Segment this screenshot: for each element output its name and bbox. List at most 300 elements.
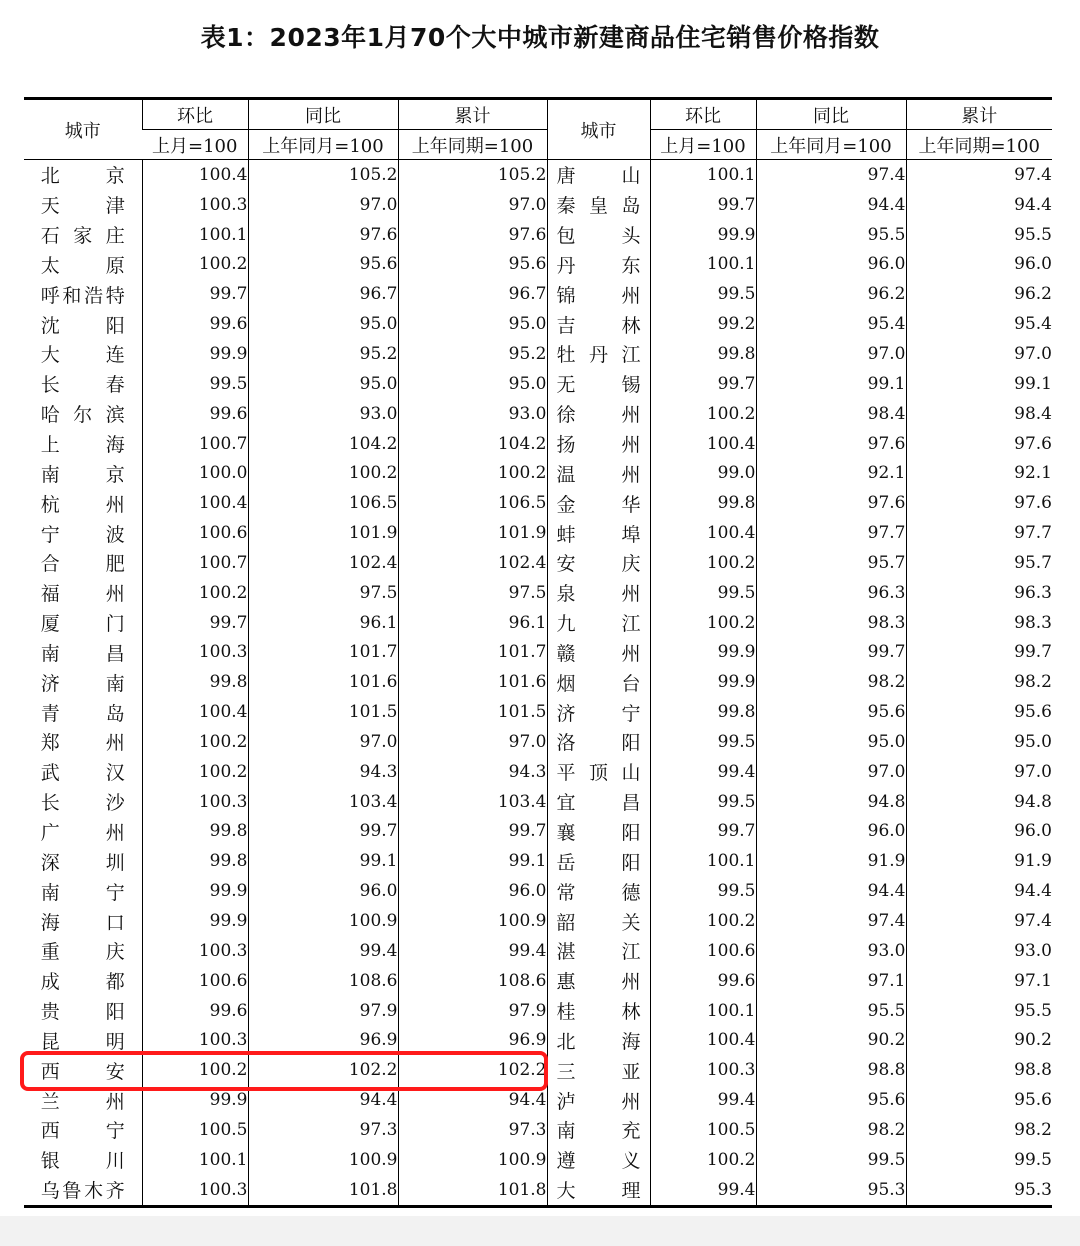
mom-value-cell: 100.2 [142, 1055, 248, 1085]
yoy-value-cell: 100.9 [248, 1145, 398, 1175]
yoy-value-cell: 94.3 [248, 757, 398, 787]
city-name-cell [24, 458, 142, 488]
table-row [24, 787, 1052, 817]
mom-value-cell: 99.5 [650, 876, 756, 906]
yoy-header-right: 同比 [756, 99, 906, 130]
mom-value-cell: 99.5 [650, 727, 756, 757]
mom-value-cell: 100.4 [650, 429, 756, 459]
city-name: 扬州 [556, 434, 641, 457]
cum-value-cell: 101.9 [398, 518, 547, 548]
city-name-cell [24, 936, 142, 966]
yoy-value-cell: 97.6 [248, 220, 398, 250]
city-name-cell [547, 1115, 650, 1145]
table-row [24, 279, 1052, 309]
city-name-cell [24, 638, 142, 668]
mom-value-cell: 100.7 [142, 429, 248, 459]
mom-value-cell: 100.2 [142, 250, 248, 280]
city-name-cell [547, 846, 650, 876]
table-row [24, 697, 1052, 727]
yoy-value-cell: 95.7 [756, 548, 906, 578]
mom-value-cell: 100.2 [142, 757, 248, 787]
city-name: 湛江 [556, 941, 641, 964]
mom-value-cell: 99.9 [142, 876, 248, 906]
mom-value-cell: 100.3 [142, 787, 248, 817]
yoy-value-cell: 99.4 [248, 936, 398, 966]
cum-value-cell: 95.0 [906, 727, 1052, 757]
cum-value-cell: 95.6 [906, 697, 1052, 727]
yoy-value-cell: 96.0 [756, 250, 906, 280]
yoy-value-cell: 95.3 [756, 1175, 906, 1206]
cum-value-cell: 98.8 [906, 1055, 1052, 1085]
mom-value-cell: 100.2 [650, 906, 756, 936]
city-name: 济宁 [556, 702, 641, 725]
city-name: 牡丹江 [556, 344, 641, 367]
table-row [24, 339, 1052, 369]
city-name: 北海 [556, 1030, 641, 1053]
city-name: 沈阳 [40, 314, 125, 337]
table-row [24, 548, 1052, 578]
mom-value-cell: 100.1 [142, 220, 248, 250]
city-name: 宜昌 [556, 792, 641, 815]
yoy-value-cell: 97.0 [248, 727, 398, 757]
mom-value-cell: 99.7 [142, 608, 248, 638]
cum-value-cell: 101.8 [398, 1175, 547, 1206]
yoy-value-cell: 97.0 [756, 757, 906, 787]
mom-value-cell: 99.8 [142, 846, 248, 876]
city-name: 岳阳 [556, 851, 641, 874]
table-row [24, 757, 1052, 787]
table-row [24, 1085, 1052, 1115]
mom-value-cell: 100.3 [142, 1175, 248, 1206]
yoy-value-cell: 95.0 [248, 369, 398, 399]
mom-value-cell: 99.6 [142, 996, 248, 1026]
cum-value-cell: 104.2 [398, 429, 547, 459]
table-row [24, 906, 1052, 936]
yoy-value-cell: 96.3 [756, 578, 906, 608]
table-row [24, 966, 1052, 996]
yoy-value-cell: 95.0 [756, 727, 906, 757]
cum-value-cell: 94.4 [906, 190, 1052, 220]
mom-value-cell: 100.3 [142, 1025, 248, 1055]
table-body [24, 160, 1052, 1207]
cum-value-cell: 92.1 [906, 458, 1052, 488]
city-name: 乌鲁木齐 [40, 1180, 125, 1203]
city-name: 西安 [40, 1060, 125, 1083]
mom-header-right: 环比 [650, 99, 756, 130]
yoy-base-left: 上年同月=100 [248, 130, 398, 160]
city-name: 南昌 [40, 642, 125, 665]
cum-value-cell: 96.2 [906, 279, 1052, 309]
yoy-value-cell: 96.2 [756, 279, 906, 309]
cum-value-cell: 95.5 [906, 996, 1052, 1026]
mom-value-cell: 100.6 [650, 936, 756, 966]
city-name: 深圳 [40, 851, 125, 874]
city-name: 合肥 [40, 553, 125, 576]
city-name-cell [547, 220, 650, 250]
yoy-value-cell: 99.1 [248, 846, 398, 876]
city-name: 赣州 [556, 642, 641, 665]
mom-value-cell: 99.4 [650, 757, 756, 787]
city-name-cell [24, 250, 142, 280]
yoy-header-left: 同比 [248, 99, 398, 130]
mom-value-cell: 99.2 [650, 309, 756, 339]
table-row [24, 458, 1052, 488]
mom-value-cell: 100.1 [650, 250, 756, 280]
city-name: 惠州 [556, 971, 641, 994]
city-name: 太原 [40, 254, 125, 277]
city-name: 洛阳 [556, 732, 641, 755]
cum-value-cell: 106.5 [398, 488, 547, 518]
cum-value-cell: 96.0 [906, 817, 1052, 847]
yoy-value-cell: 97.4 [756, 906, 906, 936]
city-name: 天津 [40, 195, 125, 218]
city-name: 长春 [40, 374, 125, 397]
yoy-value-cell: 97.0 [756, 339, 906, 369]
city-name: 广州 [40, 821, 125, 844]
page-bottom-edge [0, 1216, 1080, 1246]
table-row [24, 220, 1052, 250]
yoy-value-cell: 101.6 [248, 667, 398, 697]
cum-header-left: 累计 [398, 99, 547, 130]
city-name-cell [547, 399, 650, 429]
cum-value-cell: 97.6 [906, 429, 1052, 459]
mom-value-cell: 99.9 [650, 220, 756, 250]
mom-base-left: 上月=100 [142, 130, 248, 160]
table-row [24, 936, 1052, 966]
yoy-value-cell: 92.1 [756, 458, 906, 488]
table-row [24, 429, 1052, 459]
yoy-value-cell: 90.2 [756, 1025, 906, 1055]
mom-value-cell: 100.1 [650, 846, 756, 876]
city-name: 贵阳 [40, 1001, 125, 1024]
city-name: 桂林 [556, 1001, 641, 1024]
yoy-value-cell: 95.6 [756, 697, 906, 727]
mom-value-cell: 99.7 [650, 190, 756, 220]
cum-value-cell: 101.7 [398, 638, 547, 668]
yoy-value-cell: 100.9 [248, 906, 398, 936]
cum-value-cell: 95.6 [906, 1085, 1052, 1115]
city-name-cell [547, 1085, 650, 1115]
table-row [24, 1145, 1052, 1175]
mom-value-cell: 100.3 [142, 190, 248, 220]
cum-header-right: 累计 [906, 99, 1052, 130]
cum-base-left: 上年同期=100 [398, 130, 547, 160]
city-name: 青岛 [40, 702, 125, 725]
mom-value-cell: 100.5 [650, 1115, 756, 1145]
table-row [24, 160, 1052, 190]
cum-value-cell: 100.2 [398, 458, 547, 488]
table-row [24, 488, 1052, 518]
table-row [24, 638, 1052, 668]
city-name: 南充 [556, 1120, 641, 1143]
cum-value-cell: 97.0 [398, 190, 547, 220]
city-name: 唐山 [556, 165, 641, 188]
city-name-cell [24, 160, 142, 190]
city-name-cell [547, 966, 650, 996]
city-name-cell [24, 279, 142, 309]
mom-value-cell: 100.4 [650, 518, 756, 548]
cum-value-cell: 100.9 [398, 1145, 547, 1175]
table-row [24, 1025, 1052, 1055]
cum-value-cell: 97.6 [906, 488, 1052, 518]
city-name-cell [24, 1085, 142, 1115]
yoy-value-cell: 95.5 [756, 996, 906, 1026]
cum-value-cell: 95.3 [906, 1175, 1052, 1206]
yoy-value-cell: 96.0 [248, 876, 398, 906]
cum-value-cell: 108.6 [398, 966, 547, 996]
cum-base-right: 上年同期=100 [906, 130, 1052, 160]
city-name: 杭州 [40, 493, 125, 516]
mom-value-cell: 100.2 [650, 399, 756, 429]
city-header-left: 城市 [24, 99, 142, 160]
yoy-value-cell: 106.5 [248, 488, 398, 518]
mom-value-cell: 99.5 [650, 578, 756, 608]
cum-value-cell: 94.4 [398, 1085, 547, 1115]
city-name: 吉林 [556, 314, 641, 337]
city-name-cell [24, 1025, 142, 1055]
cum-value-cell: 102.4 [398, 548, 547, 578]
cum-value-cell: 95.6 [398, 250, 547, 280]
yoy-value-cell: 95.4 [756, 309, 906, 339]
city-name-cell [24, 966, 142, 996]
cum-value-cell: 97.6 [398, 220, 547, 250]
city-name: 常德 [556, 881, 641, 904]
city-name: 重庆 [40, 941, 125, 964]
cum-value-cell: 97.5 [398, 578, 547, 608]
yoy-value-cell: 100.2 [248, 458, 398, 488]
mom-value-cell: 100.3 [142, 638, 248, 668]
city-name-cell [547, 608, 650, 638]
city-name: 厦门 [40, 613, 125, 636]
city-name-cell [547, 757, 650, 787]
city-name-cell [547, 876, 650, 906]
city-name-cell [24, 906, 142, 936]
city-name-cell [24, 996, 142, 1026]
mom-value-cell: 99.9 [142, 339, 248, 369]
yoy-value-cell: 98.2 [756, 667, 906, 697]
mom-value-cell: 99.6 [650, 966, 756, 996]
city-name-cell [547, 339, 650, 369]
cum-value-cell: 99.5 [906, 1145, 1052, 1175]
city-name-cell [547, 548, 650, 578]
mom-value-cell: 100.0 [142, 458, 248, 488]
city-name-cell [24, 220, 142, 250]
cum-value-cell: 96.1 [398, 608, 547, 638]
yoy-value-cell: 97.4 [756, 160, 906, 190]
city-name: 徐州 [556, 404, 641, 427]
city-name-cell [24, 309, 142, 339]
city-name: 九江 [556, 613, 641, 636]
yoy-value-cell: 105.2 [248, 160, 398, 190]
table-row [24, 1115, 1052, 1145]
city-name-cell [24, 548, 142, 578]
city-name: 丹东 [556, 254, 641, 277]
mom-value-cell: 100.6 [142, 966, 248, 996]
city-name-cell [547, 190, 650, 220]
city-name: 呼和浩特 [40, 284, 125, 307]
cum-value-cell: 97.4 [906, 160, 1052, 190]
city-name: 北京 [40, 165, 125, 188]
city-name-cell [24, 399, 142, 429]
cum-value-cell: 95.0 [398, 369, 547, 399]
yoy-value-cell: 94.4 [756, 190, 906, 220]
mom-value-cell: 99.8 [650, 488, 756, 518]
yoy-value-cell: 104.2 [248, 429, 398, 459]
city-name: 成都 [40, 971, 125, 994]
cum-value-cell: 101.5 [398, 697, 547, 727]
city-name: 大连 [40, 344, 125, 367]
cum-value-cell: 93.0 [906, 936, 1052, 966]
city-name-cell [547, 1055, 650, 1085]
mom-value-cell: 99.9 [142, 1085, 248, 1115]
city-name-cell [547, 697, 650, 727]
city-name-cell [547, 906, 650, 936]
cum-value-cell: 97.7 [906, 518, 1052, 548]
cum-value-cell: 100.9 [398, 906, 547, 936]
mom-value-cell: 99.7 [650, 817, 756, 847]
table-row [24, 399, 1052, 429]
cum-value-cell: 98.3 [906, 608, 1052, 638]
cum-value-cell: 103.4 [398, 787, 547, 817]
cum-value-cell: 102.2 [398, 1055, 547, 1085]
table-row [24, 250, 1052, 280]
yoy-value-cell: 96.0 [756, 817, 906, 847]
city-name: 济南 [40, 672, 125, 695]
cum-value-cell: 96.3 [906, 578, 1052, 608]
table-row [24, 667, 1052, 697]
cum-value-cell: 94.3 [398, 757, 547, 787]
city-name: 大理 [556, 1180, 641, 1203]
cum-value-cell: 97.4 [906, 906, 1052, 936]
city-name-cell [547, 369, 650, 399]
city-name-cell [24, 697, 142, 727]
mom-value-cell: 99.8 [142, 667, 248, 697]
city-name-cell [24, 339, 142, 369]
city-name-cell [547, 936, 650, 966]
mom-value-cell: 99.4 [650, 1085, 756, 1115]
cum-value-cell: 97.3 [398, 1115, 547, 1145]
yoy-value-cell: 97.6 [756, 429, 906, 459]
city-name: 遵义 [556, 1150, 641, 1173]
cum-value-cell: 95.0 [398, 309, 547, 339]
yoy-value-cell: 99.1 [756, 369, 906, 399]
table-row [24, 190, 1052, 220]
mom-value-cell: 100.2 [650, 548, 756, 578]
city-name-cell [547, 458, 650, 488]
yoy-value-cell: 96.1 [248, 608, 398, 638]
city-name-cell [547, 250, 650, 280]
mom-value-cell: 100.5 [142, 1115, 248, 1145]
yoy-value-cell: 95.6 [756, 1085, 906, 1115]
city-name-cell [547, 727, 650, 757]
city-name: 武汉 [40, 762, 125, 785]
city-name: 上海 [40, 434, 125, 457]
table-row [24, 1175, 1052, 1206]
price-index-table [24, 97, 1052, 1208]
city-name: 南京 [40, 463, 125, 486]
mom-value-cell: 99.9 [650, 667, 756, 697]
city-name-cell [24, 190, 142, 220]
mom-value-cell: 99.9 [142, 906, 248, 936]
table-row [24, 817, 1052, 847]
yoy-value-cell: 93.0 [756, 936, 906, 966]
cum-value-cell: 101.6 [398, 667, 547, 697]
yoy-value-cell: 98.4 [756, 399, 906, 429]
city-name-cell [547, 1145, 650, 1175]
yoy-value-cell: 101.7 [248, 638, 398, 668]
yoy-value-cell: 97.3 [248, 1115, 398, 1145]
cum-value-cell: 95.2 [398, 339, 547, 369]
cum-value-cell: 98.4 [906, 399, 1052, 429]
city-name-cell [547, 996, 650, 1026]
city-name: 韶关 [556, 911, 641, 934]
table-row [24, 369, 1052, 399]
city-name-cell [547, 488, 650, 518]
yoy-value-cell: 102.4 [248, 548, 398, 578]
city-name: 长沙 [40, 792, 125, 815]
mom-value-cell: 100.1 [650, 996, 756, 1026]
city-name: 宁波 [40, 523, 125, 546]
yoy-value-cell: 94.4 [756, 876, 906, 906]
city-name: 平顶山 [556, 762, 641, 785]
mom-value-cell: 99.4 [650, 1175, 756, 1206]
city-name-cell [24, 1175, 142, 1206]
city-name-cell [24, 787, 142, 817]
city-name: 福州 [40, 583, 125, 606]
city-name: 金华 [556, 493, 641, 516]
mom-value-cell: 99.7 [142, 279, 248, 309]
city-name-cell [547, 1025, 650, 1055]
cum-value-cell: 99.1 [398, 846, 547, 876]
cum-value-cell: 99.7 [906, 638, 1052, 668]
mom-header-left: 环比 [142, 99, 248, 130]
table-row [24, 578, 1052, 608]
city-name-cell [24, 608, 142, 638]
city-name: 秦皇岛 [556, 195, 641, 218]
city-name: 包头 [556, 225, 641, 248]
yoy-base-right: 上年同月=100 [756, 130, 906, 160]
city-name-cell [547, 667, 650, 697]
city-name-cell [547, 279, 650, 309]
mom-value-cell: 100.7 [142, 548, 248, 578]
city-name-cell [24, 429, 142, 459]
yoy-value-cell: 96.7 [248, 279, 398, 309]
city-name: 三亚 [556, 1060, 641, 1083]
cum-value-cell: 97.0 [906, 339, 1052, 369]
city-name-cell [547, 817, 650, 847]
yoy-value-cell: 99.5 [756, 1145, 906, 1175]
city-name-cell [24, 1115, 142, 1145]
yoy-value-cell: 95.0 [248, 309, 398, 339]
city-name-cell [24, 488, 142, 518]
mom-value-cell: 99.9 [650, 638, 756, 668]
city-name: 无锡 [556, 374, 641, 397]
mom-value-cell: 100.2 [650, 1145, 756, 1175]
city-header-right: 城市 [547, 99, 650, 160]
cum-value-cell: 91.9 [906, 846, 1052, 876]
yoy-value-cell: 95.6 [248, 250, 398, 280]
mom-value-cell: 100.4 [142, 488, 248, 518]
yoy-value-cell: 101.5 [248, 697, 398, 727]
mom-value-cell: 100.1 [650, 160, 756, 190]
yoy-value-cell: 103.4 [248, 787, 398, 817]
city-name-cell [24, 727, 142, 757]
cum-value-cell: 93.0 [398, 399, 547, 429]
mom-value-cell: 100.6 [142, 518, 248, 548]
city-name: 昆明 [40, 1030, 125, 1053]
city-name-cell [24, 369, 142, 399]
city-name-cell [24, 846, 142, 876]
